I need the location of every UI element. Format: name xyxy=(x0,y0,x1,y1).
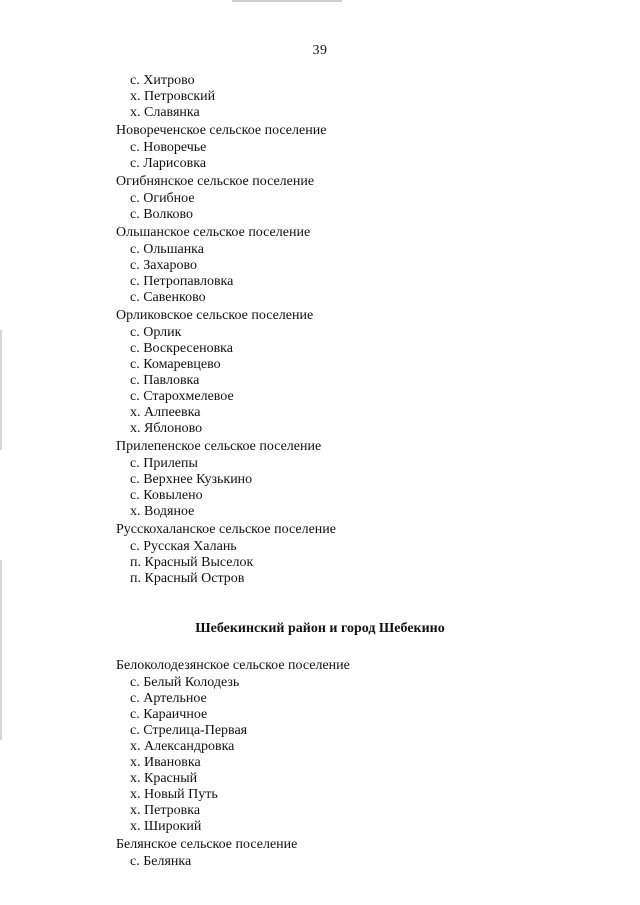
settlement-heading: Орликовское сельское поселение xyxy=(116,308,314,323)
locality-item: с. Ковылено xyxy=(130,488,203,503)
locality-item: х. Славянка xyxy=(130,105,200,120)
settlement-list-second xyxy=(116,656,536,870)
settlement-heading: Белоколодезянское сельское поселение xyxy=(116,658,350,673)
settlement-heading: Прилепенское сельское поселение xyxy=(116,439,322,454)
locality-item: х. Новый Путь xyxy=(130,787,218,802)
locality-item: с. Верхнее Кузькино xyxy=(130,472,253,487)
locality-item: с. Ларисовка xyxy=(130,156,207,171)
locality-item: х. Широкий xyxy=(130,819,202,834)
locality-item: х. Александровка xyxy=(130,739,235,754)
locality-item: с. Хитрово xyxy=(130,73,195,88)
locality-item: п. Красный Выселок xyxy=(130,555,254,570)
locality-item: п. Красный Остров xyxy=(130,571,245,586)
locality-item: с. Стрелица-Первая xyxy=(130,723,248,738)
locality-item: с. Новоречье xyxy=(130,140,207,155)
locality-item: с. Артельное xyxy=(130,691,207,706)
locality-item: с. Ольшанка xyxy=(130,242,204,257)
scan-edge-mark xyxy=(0,330,2,450)
locality-item: с. Комаревцево xyxy=(130,357,221,372)
locality-item: х. Алпеевка xyxy=(130,405,201,420)
scan-smudge xyxy=(232,0,342,2)
locality-item: х. Петровка xyxy=(130,803,201,818)
locality-item: с. Волково xyxy=(130,207,193,222)
locality-item: х. Яблоново xyxy=(130,421,203,436)
locality-item: с. Воскресеновка xyxy=(130,341,233,356)
settlement-heading: Ольшанское сельское поселение xyxy=(116,225,311,240)
locality-item: х. Красный xyxy=(130,771,198,786)
locality-item: х. Водяное xyxy=(130,504,195,519)
scan-edge-mark xyxy=(0,560,2,740)
locality-item: с. Захарово xyxy=(130,258,197,273)
locality-item: х. Ивановка xyxy=(130,755,201,770)
district-heading: Шебекинский район и город Шебекино xyxy=(195,621,445,636)
locality-item: с. Петропавловка xyxy=(130,274,234,289)
settlement-heading: Русскохаланское сельское поселение xyxy=(116,522,336,537)
settlement-heading: Белянское сельское поселение xyxy=(116,837,298,852)
settlement-heading: Огибнянское сельское поселение xyxy=(116,174,315,189)
locality-item: с. Огибное xyxy=(130,191,195,206)
locality-item: с. Прилепы xyxy=(130,456,198,471)
locality-item: х. Петровский xyxy=(130,89,216,104)
locality-item: с. Старохмелевое xyxy=(130,389,234,404)
locality-item: с. Русская Халань xyxy=(130,539,237,554)
locality-item: с. Белянка xyxy=(130,854,192,869)
locality-item: с. Белый Колодезь xyxy=(130,675,240,690)
settlement-heading: Новореченское сельское поселение xyxy=(116,123,327,138)
locality-item: с. Орлик xyxy=(130,325,182,340)
locality-item: с. Павловка xyxy=(130,373,200,388)
locality-item: с. Караичное xyxy=(130,707,208,722)
settlement-list-first xyxy=(116,73,536,587)
page-number: 39 xyxy=(312,43,328,58)
locality-item: с. Савенково xyxy=(130,290,206,305)
